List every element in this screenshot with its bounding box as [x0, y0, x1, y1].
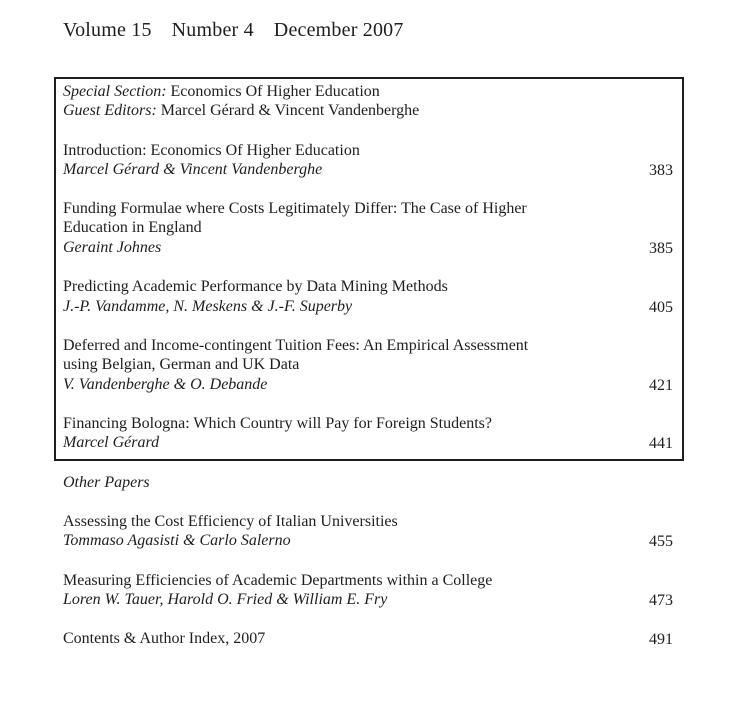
- guest-editors-line: [63, 101, 419, 120]
- article-title-cont[interactable]: using Belgian, German and UK Data: [63, 356, 300, 373]
- special-section-box: [54, 77, 684, 461]
- special-section-heading: [63, 82, 380, 101]
- article-authors: Marcel Gérard & Vincent Vandenberghe: [63, 161, 323, 178]
- article-page: 473: [649, 592, 673, 609]
- number-label: Number 4: [171, 19, 254, 41]
- article-page: 405: [649, 299, 673, 316]
- article-title[interactable]: Financing Bologna: Which Country will Pay for Foreign Students?: [63, 415, 492, 432]
- index-entry-page: 491: [649, 631, 673, 648]
- date-label: December 2007: [273, 19, 404, 41]
- article-page: 441: [649, 435, 673, 452]
- article-page: 421: [649, 377, 673, 394]
- article-title[interactable]: Predicting Academic Performance by Data Mining Methods: [63, 278, 448, 295]
- volume-label: Volume 15: [63, 19, 152, 41]
- article-page: 383: [649, 162, 673, 179]
- article-title[interactable]: Deferred and Income-contingent Tuition Fees: An Empirical Assessment: [63, 337, 529, 354]
- article-title-cont[interactable]: Education in England: [63, 219, 202, 236]
- article-page: 385: [649, 240, 673, 257]
- article-title[interactable]: Funding Formulae where Costs Legitimately Differ: The Case of Higher: [63, 200, 527, 217]
- article-authors: V. Vandenberghe & O. Debande: [63, 376, 268, 393]
- article-page: 455: [649, 533, 673, 550]
- article-authors: Marcel Gérard: [63, 434, 160, 451]
- article-authors: Geraint Johnes: [63, 239, 162, 256]
- other-papers-heading: Other Papers: [63, 474, 150, 491]
- index-entry-title[interactable]: Contents & Author Index, 2007: [63, 630, 266, 647]
- article-title[interactable]: Assessing the Cost Efficiency of Italian Universities: [63, 513, 398, 530]
- article-authors: J.-P. Vandamme, N. Meskens & J.-F. Superby: [63, 298, 353, 315]
- issue-header: [63, 19, 424, 42]
- special-section-title: Economics Of Higher Education: [170, 83, 380, 100]
- special-section-label: Special Section:: [63, 83, 167, 100]
- article-authors: Tommaso Agasisti & Carlo Salerno: [63, 532, 291, 549]
- article-title[interactable]: Introduction: Economics Of Higher Education: [63, 142, 360, 159]
- guest-editors-names: Marcel Gérard & Vincent Vandenberghe: [160, 102, 420, 119]
- article-authors: Loren W. Tauer, Harold O. Fried & William E. Fry: [63, 591, 388, 608]
- article-title[interactable]: Measuring Efficiencies of Academic Departments within a College: [63, 572, 493, 589]
- guest-editors-label: Guest Editors:: [63, 102, 157, 119]
